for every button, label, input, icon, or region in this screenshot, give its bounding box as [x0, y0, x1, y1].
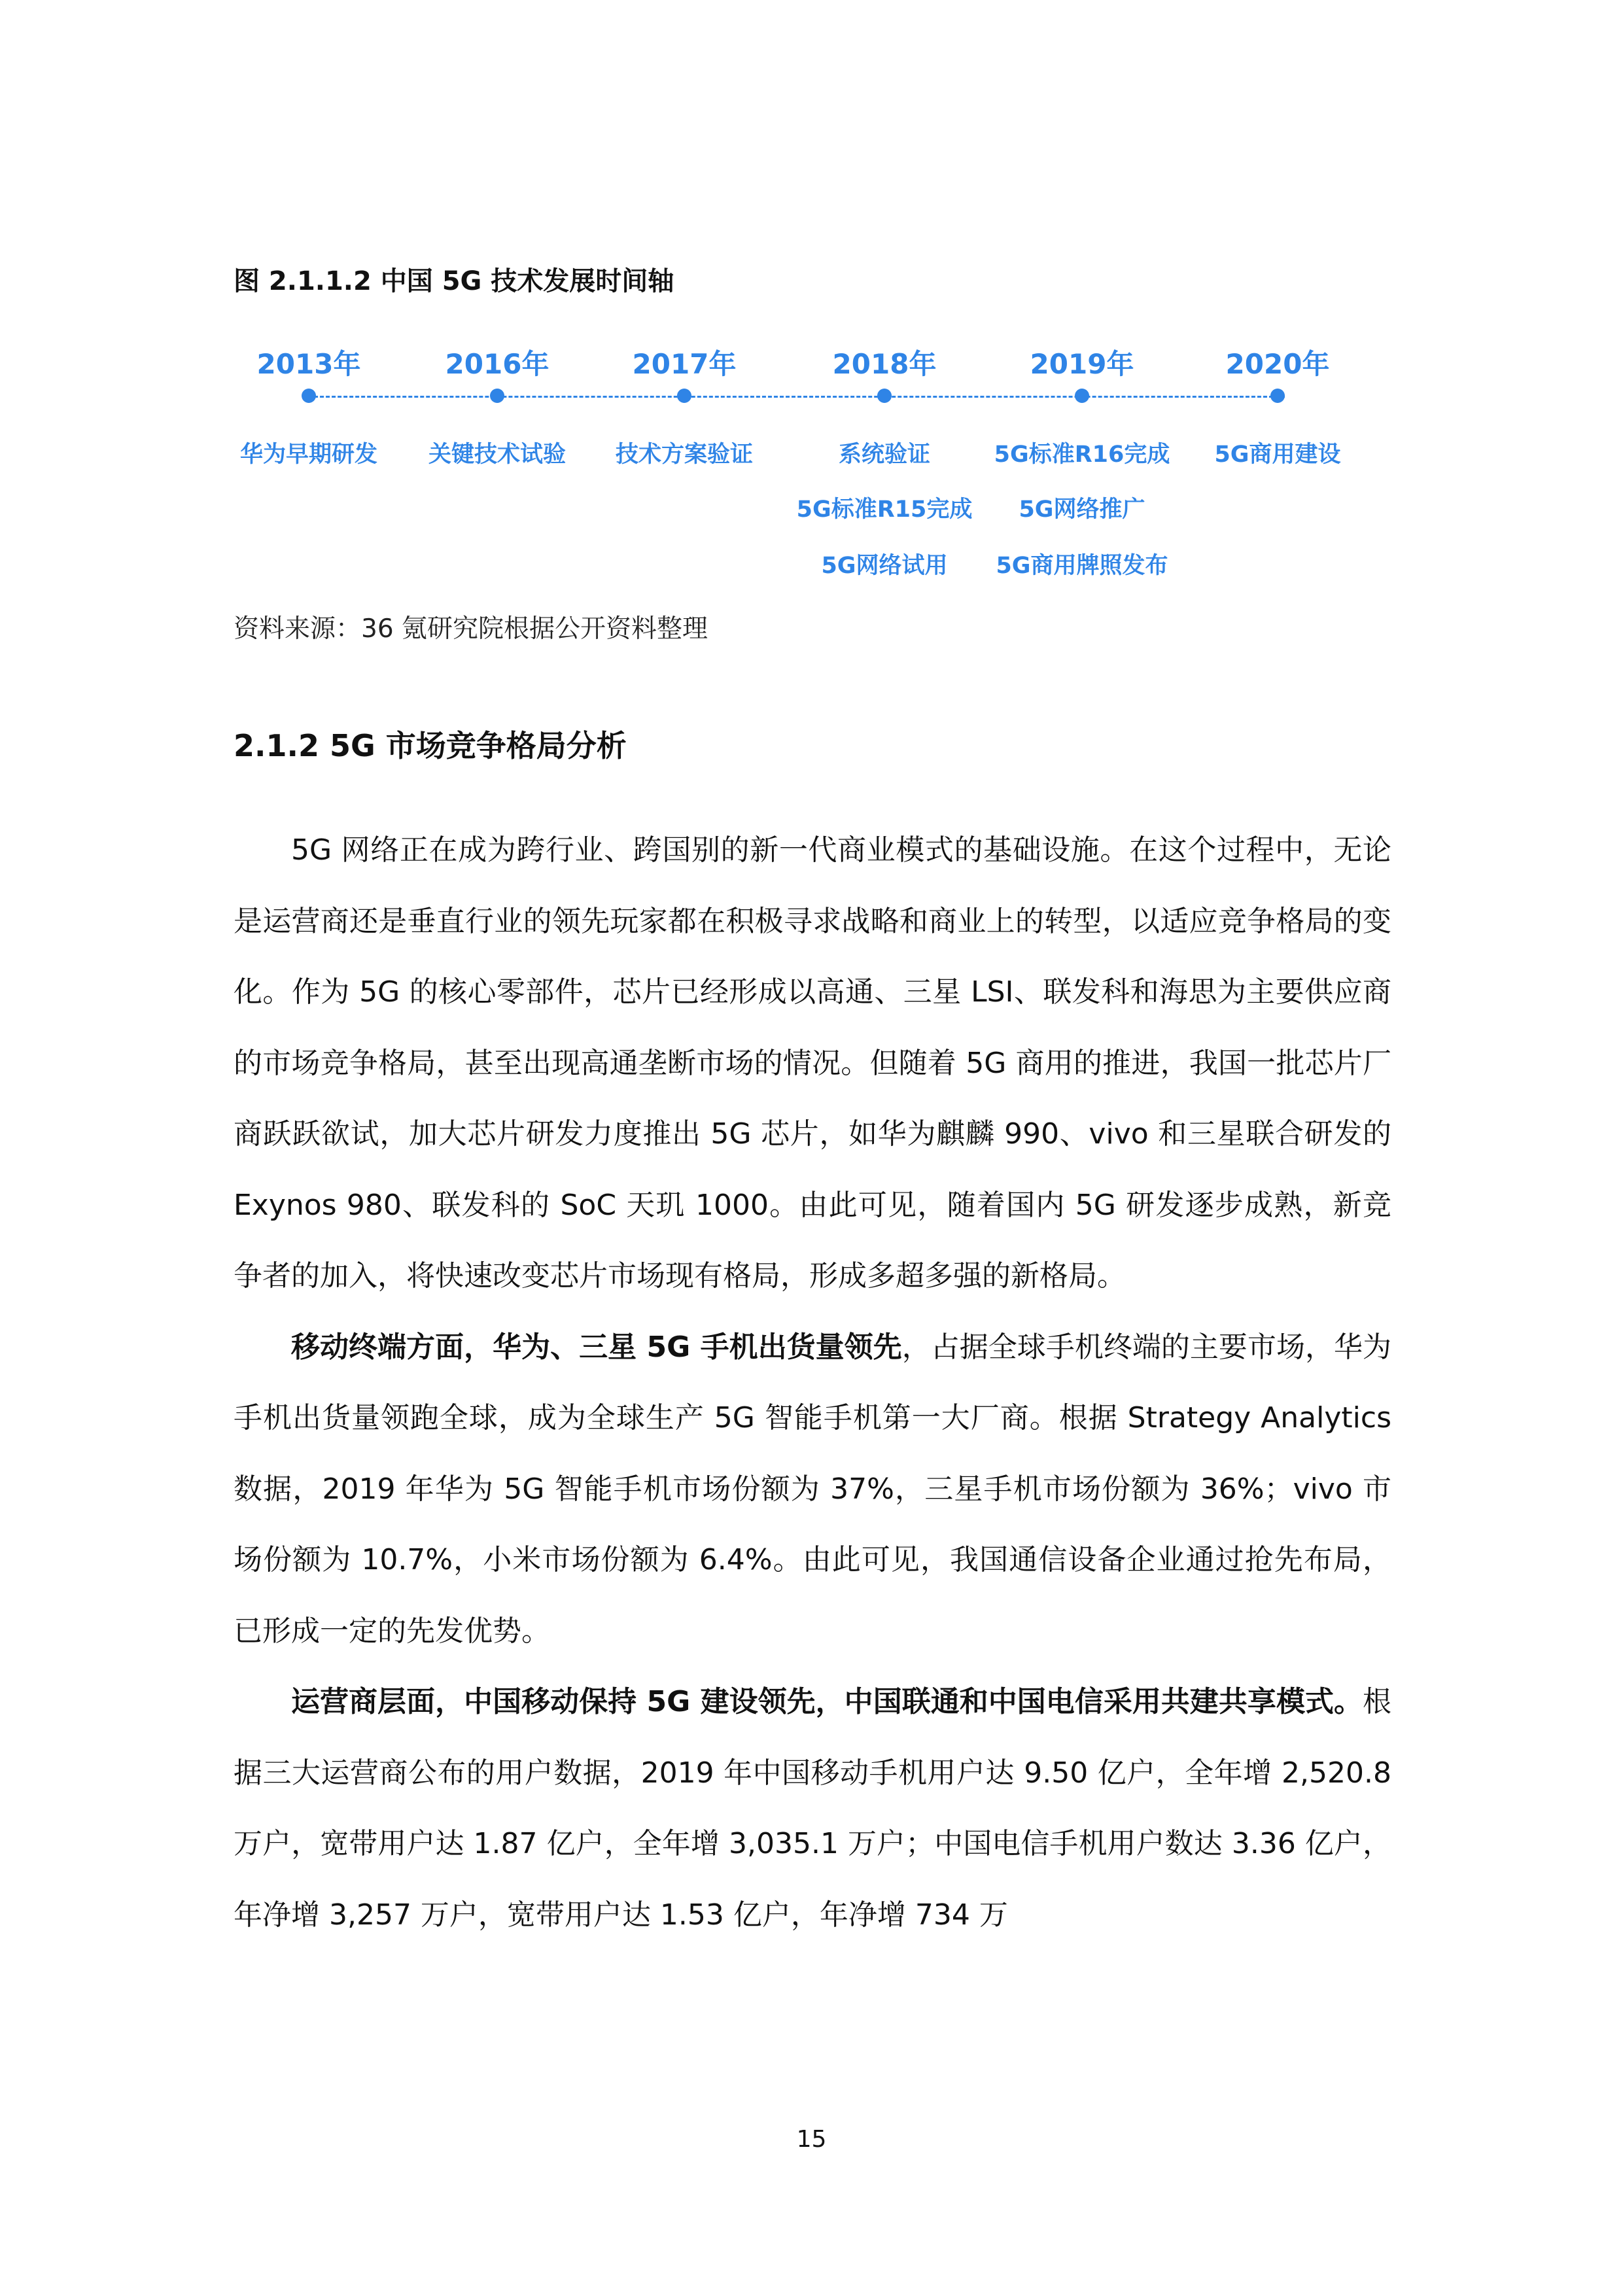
timeline-event: 技术方案验证	[615, 442, 753, 468]
timeline-dot	[1075, 389, 1089, 403]
body-text	[234, 815, 1391, 1951]
timeline-dot	[877, 389, 892, 403]
timeline-event: 5G标准R15完成	[796, 496, 973, 523]
timeline-event: 5G网络推广	[1019, 496, 1145, 523]
paragraph-body: ，占据全球手机终端的主要市场，华为手机出货量领跑全球，成为全球生产 5G 智能手机第一大厂商。根据 Strategy Analytics 数据，2019 年华为 5G 智能手机市场份额为 37%，三星手机市场份额为 36%；vivo 市场份额为 10.7%，小米市场份额为 6.4%。由此可见，我国通信设备企业通过抢先布局，已形成一定的先发优势。	[234, 1330, 1392, 1648]
timeline-chart	[0, 0, 1623, 589]
timeline-year: 2019年	[1030, 348, 1134, 380]
timeline-dot	[302, 389, 316, 403]
page-number: 15	[796, 2126, 827, 2153]
timeline-event: 系统验证	[838, 442, 930, 468]
timeline-year: 2016年	[445, 348, 550, 380]
timeline-year: 2017年	[632, 348, 737, 380]
timeline-dashed-line	[302, 396, 1285, 398]
timeline-event: 关键技术试验	[428, 442, 566, 468]
timeline-dot	[677, 389, 691, 403]
section-heading: 2.1.2 5G 市场竞争格局分析	[234, 728, 627, 763]
paragraph-operators	[234, 1667, 1391, 1951]
timeline-event: 5G商用建设	[1214, 442, 1341, 468]
timeline-dot	[1270, 389, 1285, 403]
timeline-event: 华为早期研发	[239, 442, 377, 468]
timeline-dot	[490, 389, 504, 403]
paragraph-lead-bold: 运营商层面，中国移动保持 5G 建设领先，中国联通和中国电信采用共建共享模式。	[291, 1685, 1363, 1718]
timeline-event: 5G标准R16完成	[994, 442, 1170, 468]
figure-title: 图 2.1.1.2 中国 5G 技术发展时间轴	[234, 266, 674, 296]
timeline-event: 5G网络试用	[821, 553, 948, 579]
figure-source-note: 资料来源：36 氪研究院根据公开资料整理	[234, 614, 708, 644]
timeline-year: 2018年	[832, 348, 937, 380]
timeline-year: 2020年	[1225, 348, 1330, 380]
paragraph-lead-bold: 移动终端方面，华为、三星 5G 手机出货量领先	[291, 1330, 902, 1364]
paragraph-body: 根据三大运营商公布的用户数据，2019 年中国移动手机用户达 9.50 亿户，全年增 2,520.8 万户，宽带用户达 1.87 亿户，全年增 3,035.1 万户；中国电信手机用户数达 3.36 亿户，年净增 3,257 万户，宽带用户达 1.53 亿户，年净增 734 万	[234, 1685, 1391, 1932]
timeline-year: 2013年	[256, 348, 361, 380]
timeline-event: 5G商用牌照发布	[996, 553, 1168, 579]
paragraph-chip-market: 5G 网络正在成为跨行业、跨国别的新一代商业模式的基础设施。在这个过程中，无论是运营商还是垂直行业的领先玩家都在积极寻求战略和商业上的转型，以适应竞争格局的变化。作为 5G 的核心零部件，芯片已经形成以高通、三星 LSI、联发科和海思为主要供应商的市场竞争格局，甚至出现高通垄断市场的情况。但随着 5G 商用的推进，我国一批芯片厂商跃跃欲试，加大芯片研发力度推出 5G 芯片，如华为麒麟 990、vivo 和三星联合研发的 Exynos 980、联发科的 SoC 天玑 1000。由此可见，随着国内 5G 研发逐步成熟，新竞争者的加入，将快速改变芯片市场现有格局，形成多超多强的新格局。	[234, 833, 1391, 1293]
paragraph-mobile-terminals	[234, 1312, 1391, 1667]
